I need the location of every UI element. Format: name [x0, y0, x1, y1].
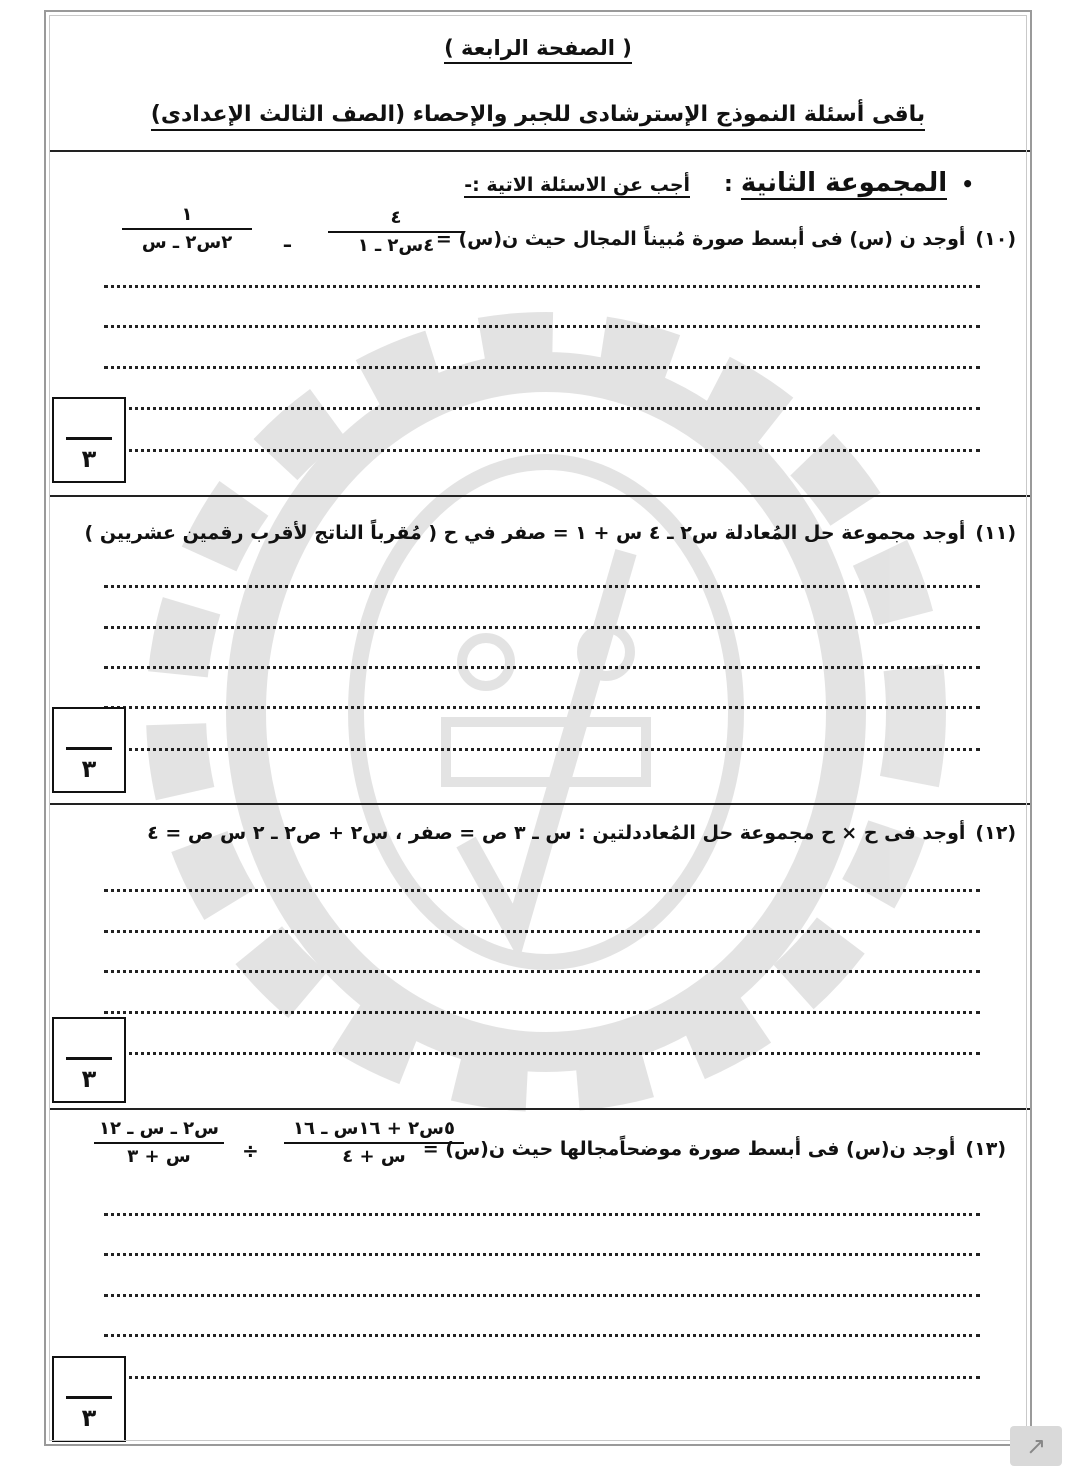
answer-line	[104, 585, 980, 588]
exam-subtitle: باقى أسئلة النموذج الإسترشادى للجبر والإحصاء (الصف الثالث الإعدادى)	[46, 102, 1030, 127]
score-box: ٣	[52, 397, 126, 483]
divider	[50, 803, 1032, 805]
q10-operator: ـ	[284, 228, 291, 252]
score-box: ٣	[52, 1356, 126, 1442]
question-12: (١٢)أوجد فى ح × ح مجموعة حل المُعاددلتين : س ـ ٣ ص = صفر ، س٢ + ص٢ ـ ٢ س ص = ٤	[147, 822, 1016, 844]
score-box: ٣	[52, 1017, 126, 1103]
page-curl-icon[interactable]: ↗	[1010, 1426, 1062, 1466]
answer-line	[104, 970, 980, 973]
answer-line	[104, 706, 980, 709]
group-heading: •المجموعة الثانية:أجب عن الاسئلة الاتية :-	[464, 168, 974, 198]
q10-fraction-2: ١ ٢س٢ ـ س	[122, 202, 252, 256]
answer-line	[104, 1253, 980, 1256]
answer-line	[104, 889, 980, 892]
question-13: (١٣)أوجد ن(س) فى أبسط صورة موضحاًمجالها حيث ن(س) =	[422, 1138, 1006, 1160]
answer-line	[104, 1052, 980, 1055]
answer-line	[104, 1011, 980, 1014]
divider	[50, 495, 1032, 497]
answer-line	[104, 626, 980, 629]
answer-line	[104, 325, 980, 328]
answer-line	[104, 748, 980, 751]
answer-line	[104, 1294, 980, 1297]
answer-line	[104, 285, 980, 288]
page-label: ( الصفحة الرابعة )	[46, 36, 1030, 60]
score-box: ٣	[52, 707, 126, 793]
page-frame	[44, 10, 1032, 1446]
answer-line	[104, 1213, 980, 1216]
q10-fraction-1: ٤ ٤س٢ ـ ١	[328, 205, 464, 259]
answer-line	[104, 1334, 980, 1337]
q13-fraction-1: ٥س٢ + ١٦س ـ ١٦ س + ٤	[284, 1116, 464, 1170]
answer-line	[104, 449, 980, 452]
answer-line	[104, 666, 980, 669]
answer-line	[104, 1376, 980, 1379]
divider	[50, 1108, 1032, 1110]
question-11: (١١)أوجد مجموعة حل المُعادلة س٢ ـ ٤ س + ١ = صفر في ح ( مُقرباً الناتج لأقرب رقمين عشريين )	[84, 522, 1016, 544]
divider	[50, 150, 1032, 152]
answer-line	[104, 366, 980, 369]
q13-fraction-2: س٢ ـ س ـ ١٢ س + ٣	[94, 1116, 224, 1170]
answer-line	[104, 930, 980, 933]
question-10: (١٠)أوجد ن (س) فى أبسط صورة مُبيناً المجال حيث ن(س) =	[435, 228, 1016, 250]
watermark-logo-icon	[66, 282, 1026, 1142]
answer-line	[104, 407, 980, 410]
q13-operator: ÷	[242, 1139, 259, 1163]
